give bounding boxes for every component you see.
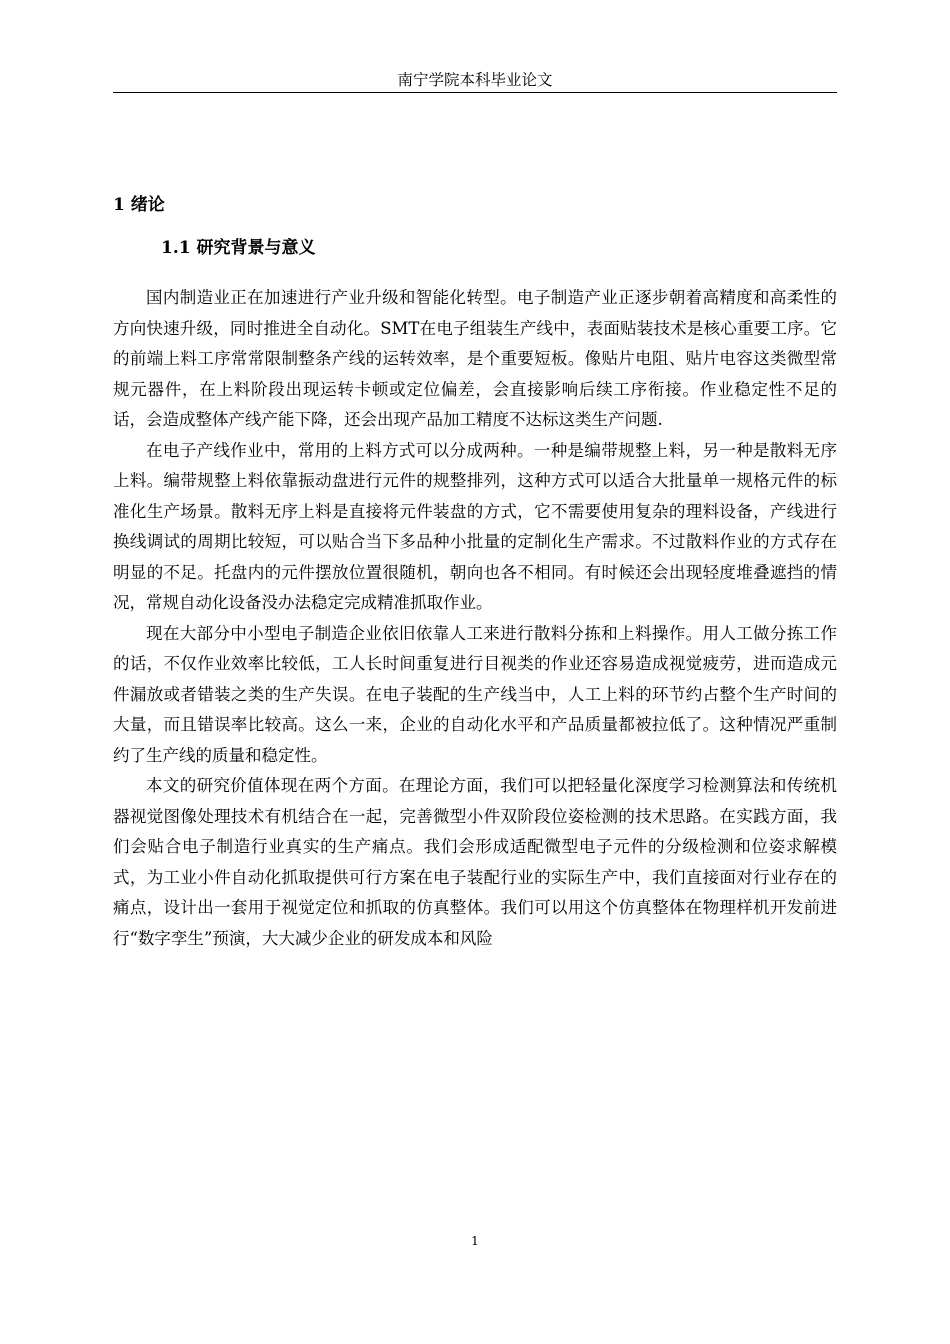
paragraph: 在电子产线作业中，常用的上料方式可以分成两种。一种是编带规整上料，另一种是散料无序上料。编带规整上料依靠振动盘进行元件的规整排列，这种方式可以适合大批量单一规格元件的标准化生产场景。散料无序上料是直接将元件装盘的方式，它不需要使用复杂的理料设备，产线进行换线调试的周期比较短，可以贴合当下多品种小批量的定制化生产需求。不过散料作业的方式存在明显的不足。托盘内的元件摆放位置很随机，朝向也各不相同。有时候还会出现轻度堆叠遮挡的情况，常规自动化设备没办法稳定完成精准抓取作业。 <box>113 440 837 612</box>
paragraph: 本文的研究价值体现在两个方面。在理论方面，我们可以把轻量化深度学习检测算法和传统机器视觉图像处理技术有机结合在一起，完善微型小件双阶段位姿检测的技术思路。在实践方面，我们会贴合电子制造行业真实的生产痛点。我们会形成适配微型电子元件的分级检测和位姿求解模式，为工业小件自动化抓取提供可行方案在电子装配行业的实际生产中，我们直接面对行业存在的痛点，设计出一套用于视觉定位和抓取的仿真整体。我们可以用这个仿真整体在物理样机开发前进行“数字孪生”预演，大大减少企业的研发成本和风险 <box>113 776 837 948</box>
paragraph: 现在大部分中小型电子制造企业依旧依靠人工来进行散料分拣和上料操作。用人工做分拣工作的话，不仅作业效率比较低，工人长时间重复进行目视类的作业还容易造成视觉疲劳，进而造成元件漏放或者错装之类的生产失误。在电子装配的生产线当中，人工上料的环节约占整个生产时间的大量，而且错误率比较高。这么一来，企业的自动化水平和产品质量都被拉低了。这种情况严重制约了生产线的质量和稳定性。 <box>113 623 837 765</box>
section-heading: 1 绪论 <box>113 195 165 215</box>
page-number: 1 <box>471 1234 479 1248</box>
paragraph: 国内制造业正在加速进行产业升级和智能化转型。电子制造产业正逐步朝着高精度和高柔性的方向快速升级，同时推进全自动化。SMT在电子组装生产线中，表面贴装技术是核心重要工序。它的前端上料工序常常限制整条产线的运转效率，是个重要短板。像贴片电阻、贴片电容这类微型常规元器件，在上料阶段出现运转卡顿或定位偏差，会直接影响后续工序衔接。作业稳定性不足的话，会造成整体产线产能下降，还会出现产品加工精度不达标这类生产问题. <box>113 288 837 429</box>
running-header: 南宁学院本科毕业论文 <box>397 71 553 89</box>
subsection-heading: 1.1 研究背景与意义 <box>161 238 316 258</box>
body-text <box>113 283 837 954</box>
header-rule <box>113 92 837 93</box>
